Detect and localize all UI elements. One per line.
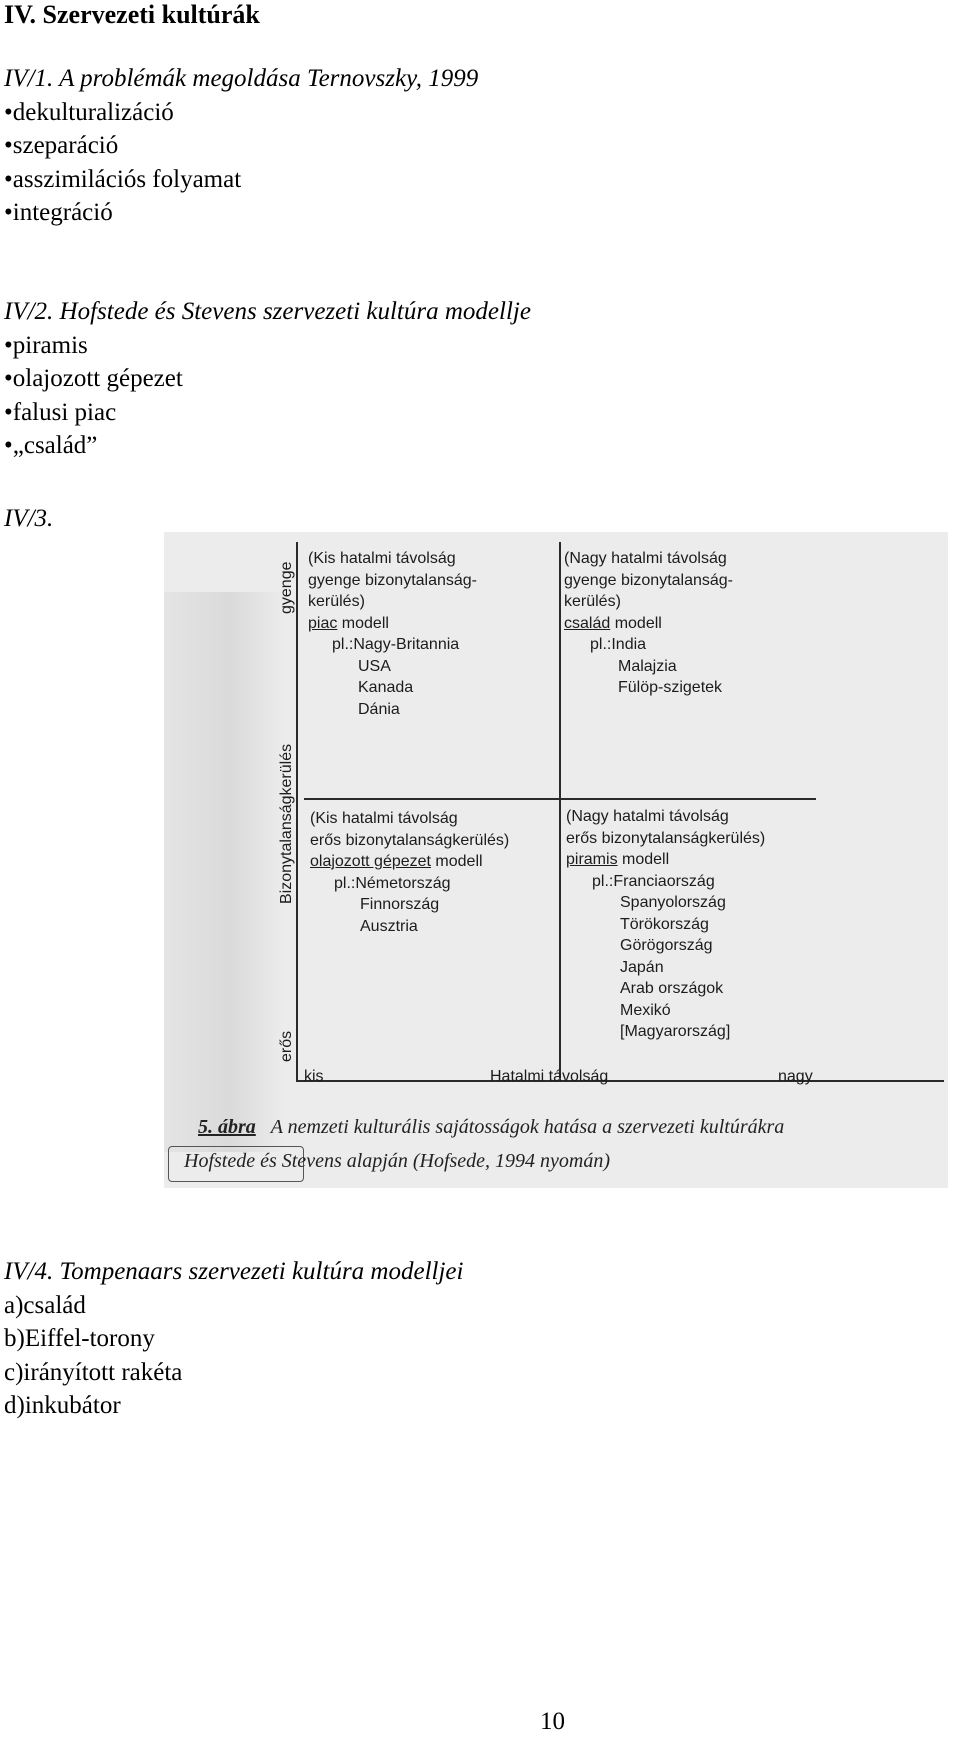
model-suffix: modell xyxy=(430,853,483,870)
example-country: Nagy-Britannia xyxy=(353,636,460,653)
example-country: Japán xyxy=(620,958,664,976)
y-axis-bottom-label: erős xyxy=(278,1030,295,1062)
figure-caption xyxy=(176,1110,946,1178)
example-country: India xyxy=(611,636,647,653)
quadrant-line: gyenge bizonytalanság- xyxy=(308,571,478,589)
quadrant-line: erős bizonytalanságkerülés) xyxy=(566,829,766,847)
example-country: Németország xyxy=(355,874,451,892)
quadrant-line: gyenge bizonytalanság- xyxy=(564,571,734,589)
section-title: IV/4. Tompenaars szervezeti kultúra modelljei xyxy=(4,1258,464,1285)
example-country: Törökország xyxy=(620,915,709,933)
caption-source: Hofstede és Stevens alapján (Hofsede, 1994 nyomán) xyxy=(184,1150,611,1172)
example-country: Dánia xyxy=(358,700,400,718)
example-country: Kanada xyxy=(358,679,414,696)
example-country: Görögország xyxy=(620,937,713,954)
example-country: USA xyxy=(358,657,391,675)
chapter-heading: IV. Szervezeti kultúrák xyxy=(4,0,260,29)
example-prefix: pl.: xyxy=(334,874,356,892)
y-axis-line xyxy=(296,542,298,1082)
scan-shading xyxy=(164,592,284,1152)
example-country: Finnország xyxy=(360,896,440,913)
quadrant-line: erős bizonytalanságkerülés) xyxy=(310,831,510,849)
list-item: b)Eiffel-torony xyxy=(4,1325,155,1352)
section-title: IV/1. A problémák megoldása Ternovszky, 1999 xyxy=(4,65,479,92)
example-prefix: pl.: xyxy=(590,636,612,653)
page-number: 10 xyxy=(540,1708,565,1735)
quadrant-line: kerülés) xyxy=(308,593,365,610)
horizontal-divider xyxy=(304,798,816,800)
quadrant-bottom-left xyxy=(310,808,509,937)
quadrant-line: (Kis hatalmi távolság xyxy=(308,550,456,567)
list-item: •„család” xyxy=(4,432,98,459)
example-country: Spanyolország xyxy=(620,894,726,911)
y-axis-title: Bizonytalanságkerülés xyxy=(278,743,295,904)
caption-title: A nemzeti kulturális sajátosságok hatása a szervezeti kultúrákra xyxy=(270,1116,785,1138)
model-suffix: modell xyxy=(617,851,670,868)
example-prefix: pl.: xyxy=(592,872,614,890)
example-country: [Magyarország] xyxy=(620,1023,731,1040)
x-axis-right-label: nagy xyxy=(778,1068,813,1085)
quadrant-line: (Nagy hatalmi távolság xyxy=(564,550,727,567)
quadrant-top-left xyxy=(308,548,477,720)
quadrant-bottom-right xyxy=(566,806,765,1043)
section-iv2 xyxy=(4,295,531,463)
model-suffix: modell xyxy=(337,614,389,632)
section-iv1 xyxy=(4,62,478,230)
example-prefix: pl.: xyxy=(332,636,354,653)
example-country: Franciaország xyxy=(613,872,715,890)
list-item: •piramis xyxy=(4,331,88,359)
list-item: •asszimilációs folyamat xyxy=(4,165,242,193)
x-axis-line xyxy=(296,1080,944,1082)
list-item: •olajozott gépezet xyxy=(4,365,183,392)
example-country: Mexikó xyxy=(620,1001,671,1019)
model-name: olajozott gépezet xyxy=(310,853,431,870)
model-name: család xyxy=(564,614,611,632)
quadrant-line: kerülés) xyxy=(564,593,621,610)
example-country: Fülöp-szigetek xyxy=(618,679,723,696)
model-suffix: modell xyxy=(610,614,662,632)
example-country: Arab országok xyxy=(620,980,724,997)
list-item: d)inkubátor xyxy=(4,1392,121,1419)
model-name: piramis xyxy=(566,851,618,868)
x-axis-title: Hatalmi távolság xyxy=(490,1068,609,1085)
section-title: IV/2. Hofstede és Stevens szervezeti kultúra modellje xyxy=(4,298,531,325)
list-item: c)irányított rakéta xyxy=(4,1358,183,1386)
list-item: •falusi piac xyxy=(4,398,117,426)
hofstede-figure xyxy=(164,532,948,1188)
caption-label: 5. ábra xyxy=(198,1116,256,1138)
example-country: Ausztria xyxy=(360,917,418,935)
example-country: Malajzia xyxy=(618,657,677,675)
vertical-divider xyxy=(559,542,561,1078)
x-axis-left-label: kis xyxy=(304,1068,324,1085)
y-axis-top-label: gyenge xyxy=(278,561,295,614)
quadrant-line: (Kis hatalmi távolság xyxy=(310,810,458,827)
section-iv3-label: IV/3. xyxy=(4,505,54,532)
list-item: a)család xyxy=(4,1291,86,1319)
list-item: •integráció xyxy=(4,199,113,226)
list-item: •dekulturalizáció xyxy=(4,98,174,126)
list-item: •szeparáció xyxy=(4,132,119,159)
section-iv4 xyxy=(4,1255,463,1423)
model-name: piac xyxy=(308,614,338,632)
quadrant-top-right xyxy=(564,548,733,699)
quadrant-line: (Nagy hatalmi távolság xyxy=(566,808,729,825)
